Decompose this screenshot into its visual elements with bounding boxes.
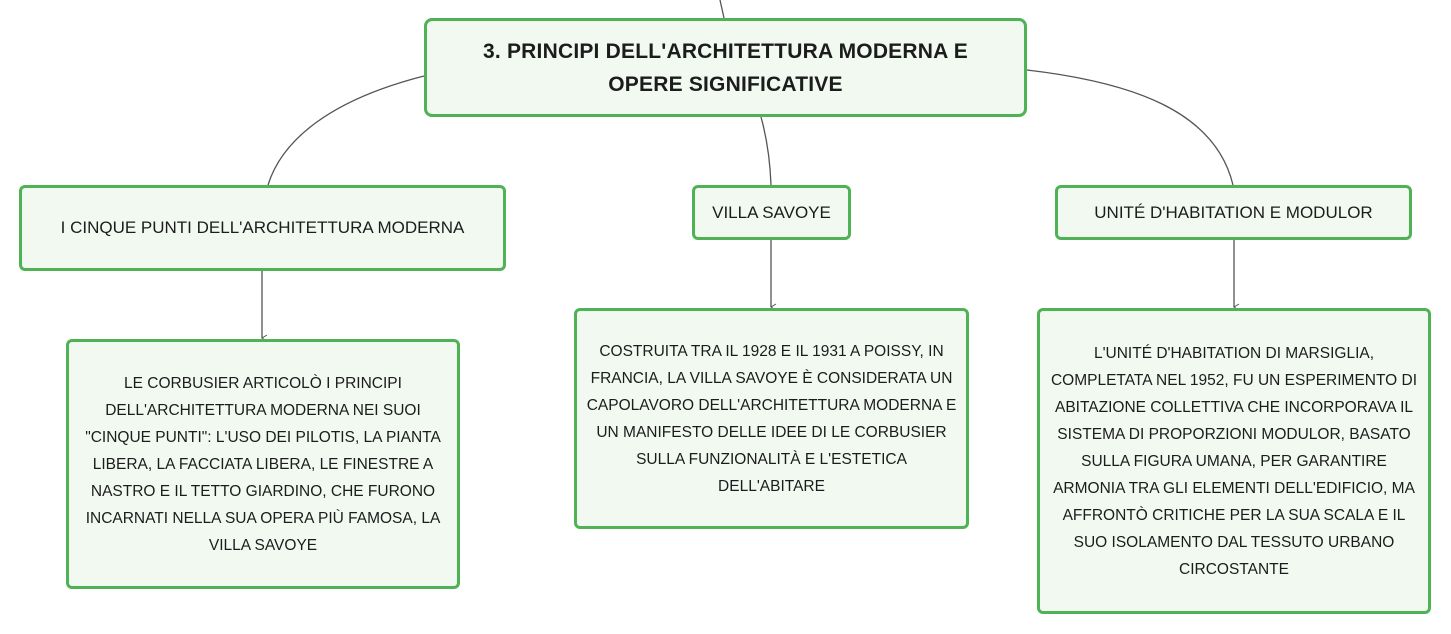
connector-root-to-cinque-punti [268,76,424,185]
detail-text-cinque-punti: LE CORBUSIER ARTICOLÒ I PRINCIPI DELL'ARCHITETTURA MODERNA NEI SUOI "CINQUE PUNTI": L'USO DEI PILOTIS, LA PIANTA LIBERA, LA FACCIATA LIBERA, LE FINESTRE A NASTRO E IL TETTO GIARDINO, CHE FURONO INCARNATI NELLA SUA OPERA PIÙ FAMOSA, LA VILLA SAVOYE [85,374,441,554]
detail-node-unite-habitation[interactable] [1037,308,1431,614]
connector-parent-to-root [720,0,724,18]
topic-node-cinque-punti[interactable] [19,185,506,271]
connector-root-to-villa-savoye [761,117,771,185]
detail-node-villa-savoye[interactable] [574,308,969,529]
topic-node-unite-habitation[interactable] [1055,185,1412,240]
detail-text-unite-habitation: L'UNITÉ D'HABITATION DI MARSIGLIA, COMPLETATA NEL 1952, FU UN ESPERIMENTO DI ABITAZIONE COLLETTIVA CHE INCORPORAVA IL SISTEMA DI PROPORZIONI MODULOR, BASATO SULLA FIGURA UMANA, PER GARANTIRE ARMONIA TRA GLI ELEMENTI DELL'EDIFICIO, MA AFFRONTÒ CRITICHE PER LA SUA SCALA E IL SUO ISOLAMENTO DAL TESSUTO URBANO CIRCOSTANTE [1050,344,1418,578]
topic-node-villa-savoye[interactable] [692,185,851,240]
detail-node-cinque-punti[interactable] [66,339,460,589]
topic-label-villa-savoye: VILLA SAVOYE [712,202,831,222]
connector-root-to-unite [1027,70,1233,185]
central-topic-node[interactable] [424,18,1027,117]
detail-text-villa-savoye: COSTRUITA TRA IL 1928 E IL 1931 A POISSY, IN FRANCIA, LA VILLA SAVOYE È CONSIDERATA UN CAPOLAVORO DELL'ARCHITETTURA MODERNA E UN MANIFESTO DELLE IDEE DI LE CORBUSIER SULLA FUNZIONALITÀ E L'ESTETICA DELL'ABITARE [586,342,957,495]
central-topic-title: 3. PRINCIPI DELL'ARCHITETTURA MODERNA E OPERE SIGNIFICATIVE [483,39,968,96]
topic-label-cinque-punti: I CINQUE PUNTI DELL'ARCHITETTURA MODERNA [60,218,465,237]
topic-label-unite-habitation: UNITÉ D'HABITATION E MODULOR [1094,202,1373,222]
